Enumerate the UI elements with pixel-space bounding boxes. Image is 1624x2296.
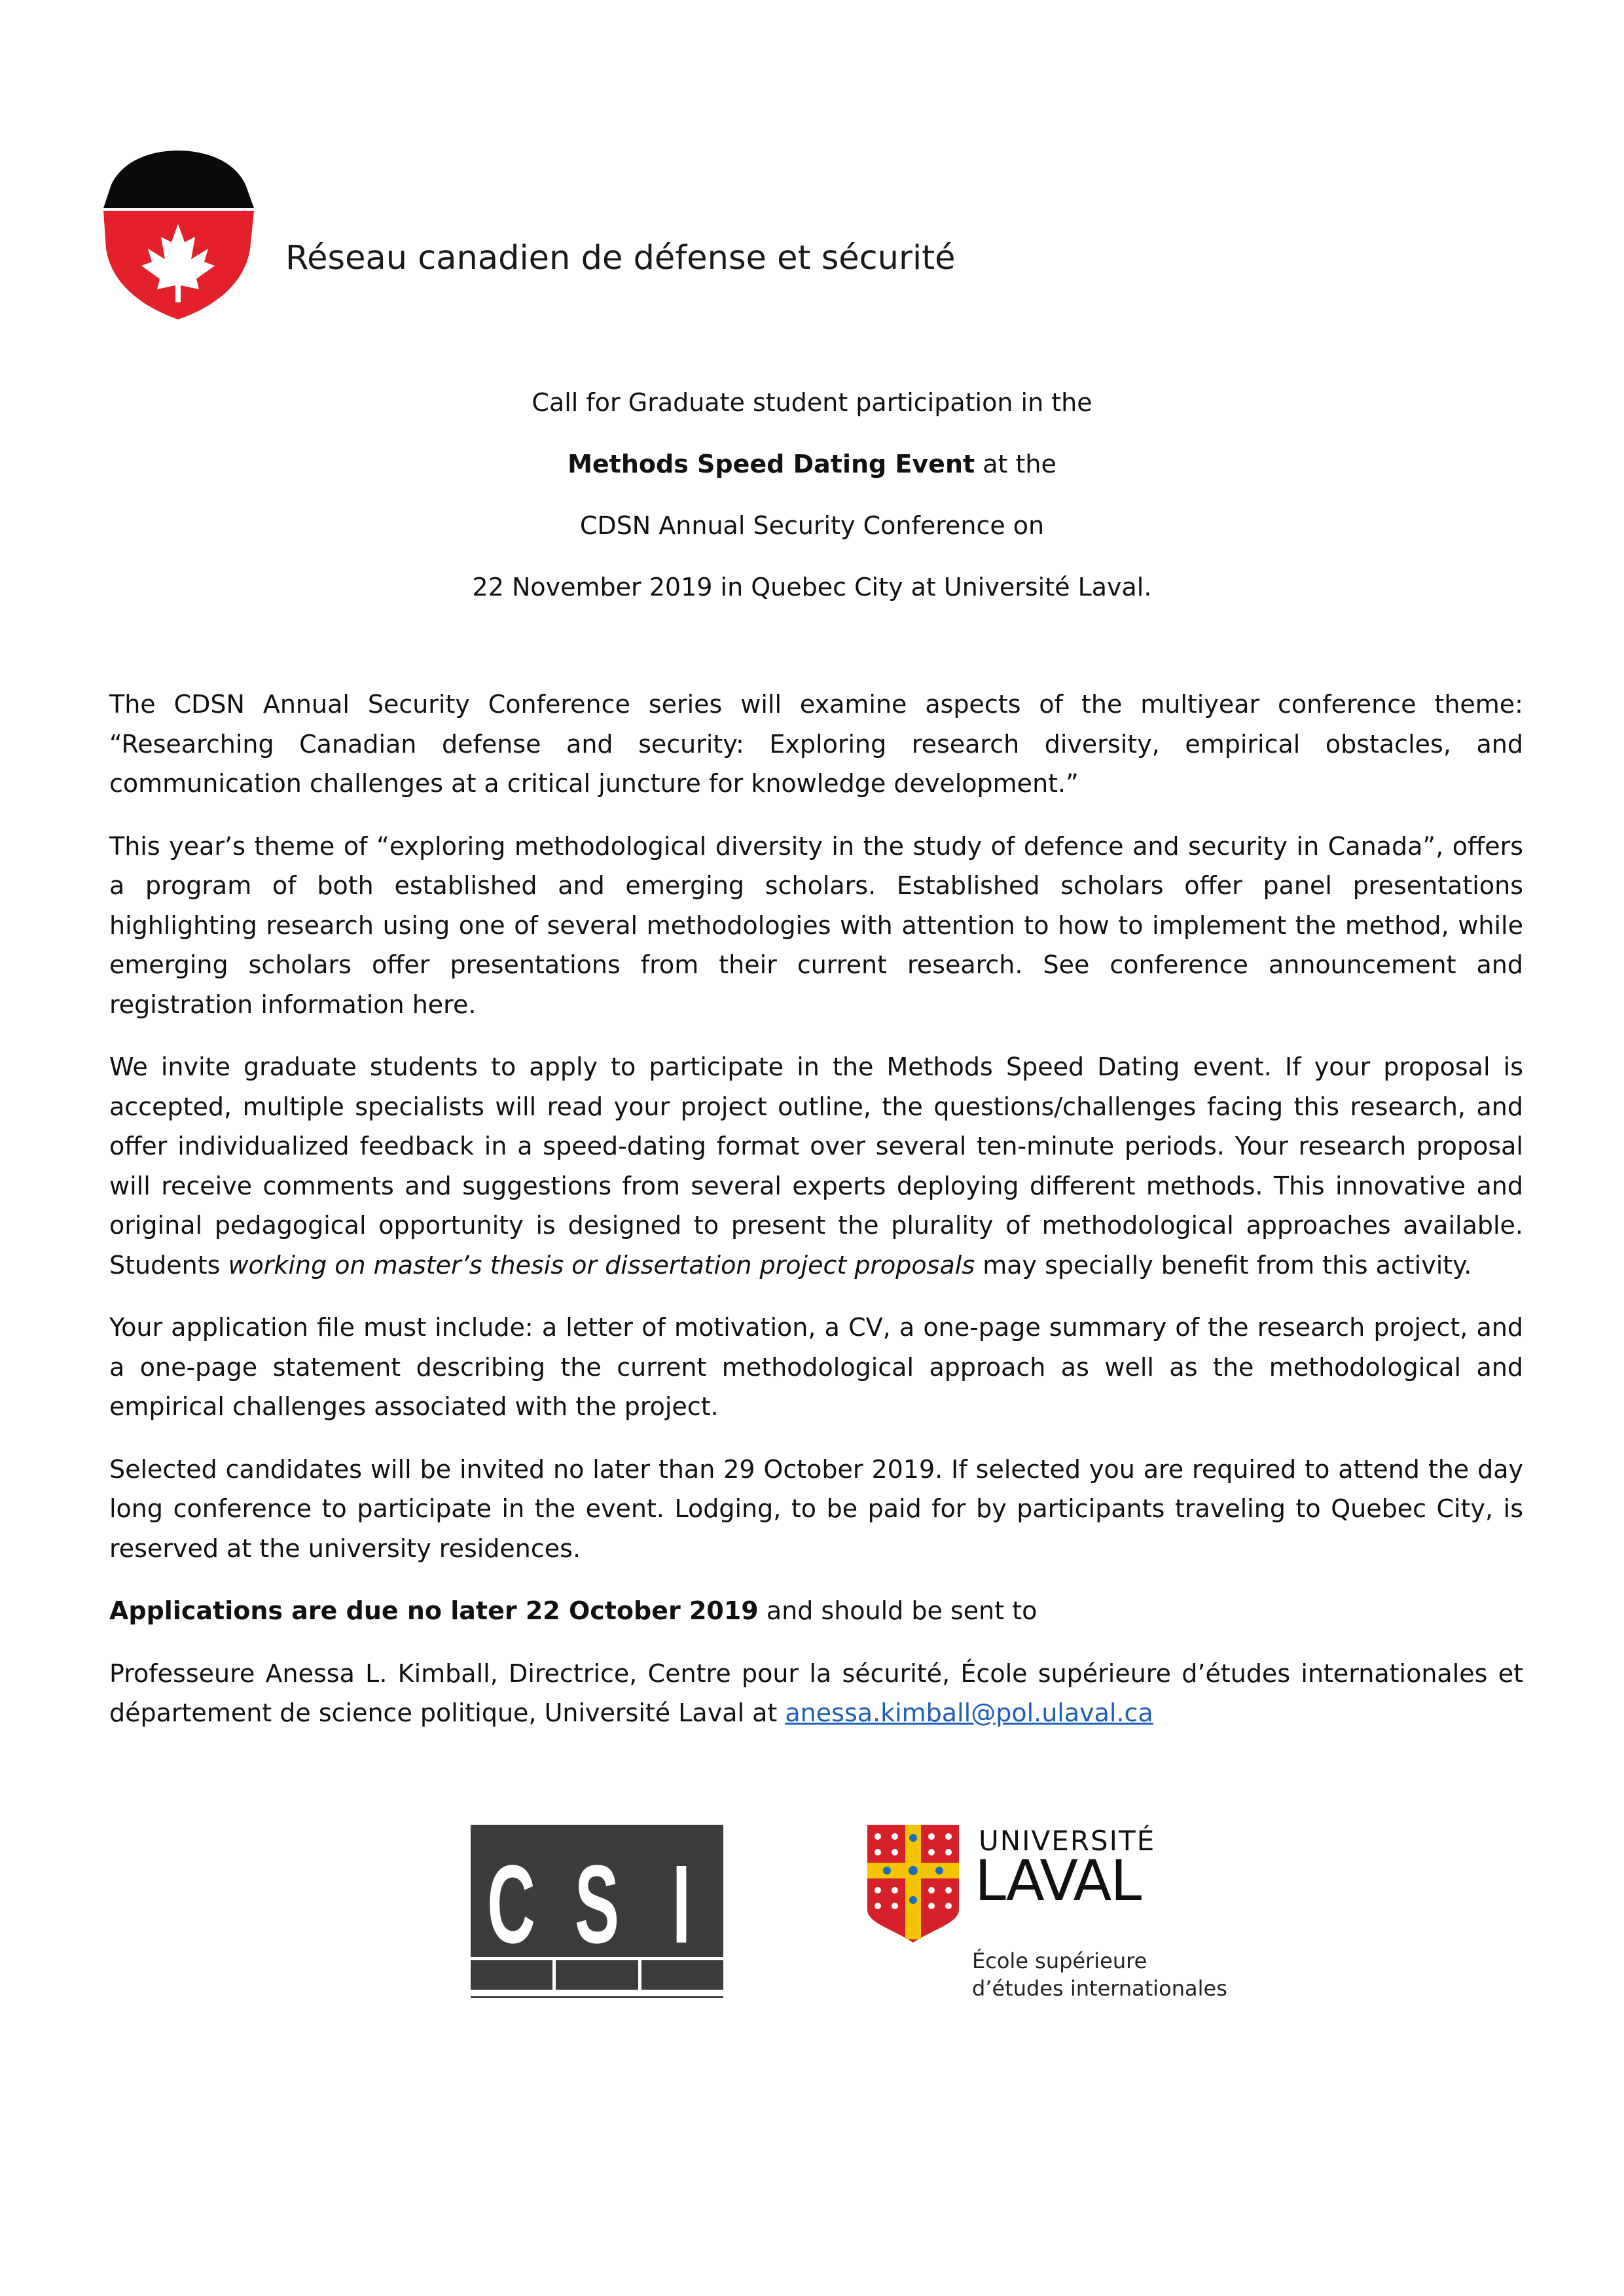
announcement-line-1: Call for Graduate student participation in the [532,388,1092,417]
paragraph-contact [109,1654,1523,1733]
school-name-line-2: d’études internationales [972,1976,1227,2001]
paragraph-conference-series: The CDSN Annual Security Conference series will examine aspects of the multiyear conference theme: “Researching Canadian defense and security: Exploring research diversity, empirical obstacles, and communication challenges at a critical juncture for knowledge development.” [109,690,1523,798]
paragraph-invitation-italic: working on master’s thesis or dissertation project proposals [228,1250,975,1280]
paragraph-invitation-text: We invite graduate students to apply to participate in the Methods Speed Dating event. If your proposal is accepted, multiple specialists will read your project outline, the questions/challenges facing this research, and offer individualized feedback in a speed-dating format over several ten-minute periods. Your research proposal will receive comments and suggestions from several experts deploying different methods. This innovative and original pedagogical opportunity is designed to present the plurality of methodological approaches available. Students [109,1052,1523,1280]
csi-letter-c: C [487,1841,535,1967]
organization-name: Réseau canadien de défense et sécurité [285,239,956,278]
deadline-text: Applications are due no later 22 October 2019 [109,1596,759,1625]
announcement-line-2 [0,433,1624,495]
paragraph-selection: Selected candidates will be invited no later than 29 October 2019. If selected you are required to attend the day long conference to participate in the event. Lodging, to be paid for by participants traveling to Quebec City, is reserved at the university residences. [109,1454,1523,1563]
csi-letter-i: I [672,1841,691,1967]
universite-wordmark: UNIVERSITÉ [979,1825,1156,1857]
csi-letter-s: S [574,1841,620,1967]
paragraph-deadline [109,1591,1523,1631]
universite-laval-crest-icon [867,1825,959,1943]
document-header [98,151,1080,327]
paragraph-invitation-end: may specially benefit from this activity. [975,1250,1472,1280]
paragraph-theme: This year’s theme of “exploring methodological diversity in the study of defence and security in Canada”, offers a program of both established and emerging scholars. Established scholars offer panel presentations highlighting research using one of several methodologies with attention to how to implement the method, while emerging scholars offer presentations from their current research. See conference announcement and registration information here. [109,831,1523,1019]
paragraph-invitation [109,1047,1523,1285]
deadline-rest: and should be sent to [758,1596,1038,1625]
announcement-line-3: CDSN Annual Security Conference on [579,511,1045,540]
laval-wordmark: LAVAL [975,1848,1141,1914]
school-name [972,1947,1227,2002]
universite-laval-logo [867,1825,1227,2021]
announcement-line-2-rest: at the [975,450,1056,478]
contact-email-link[interactable]: anessa.kimball@pol.ulaval.ca [785,1698,1153,1727]
cdsn-shield-logo [98,151,259,321]
paragraph-application-file: Your application file must include: a letter of motivation, a CV, a one-page summary of the research project, and a one-page statement describing the current methodological approach as well as the methodological and empirical challenges associated with the project. [109,1313,1523,1421]
event-name: Methods Speed Dating Event [568,450,975,478]
csi-logo [471,1825,723,2001]
announcement-block [0,372,1624,618]
school-name-line-1: École supérieure [972,1948,1147,1973]
body-text [109,685,1523,1756]
announcement-line-4: 22 November 2019 in Quebec City at Université Laval. [472,573,1152,601]
contact-text: Professeure Anessa L. Kimball, Directrice, Centre pour la sécurité, École supérieure d’études internationales et département de science politique, Université Laval at [109,1659,1523,1727]
